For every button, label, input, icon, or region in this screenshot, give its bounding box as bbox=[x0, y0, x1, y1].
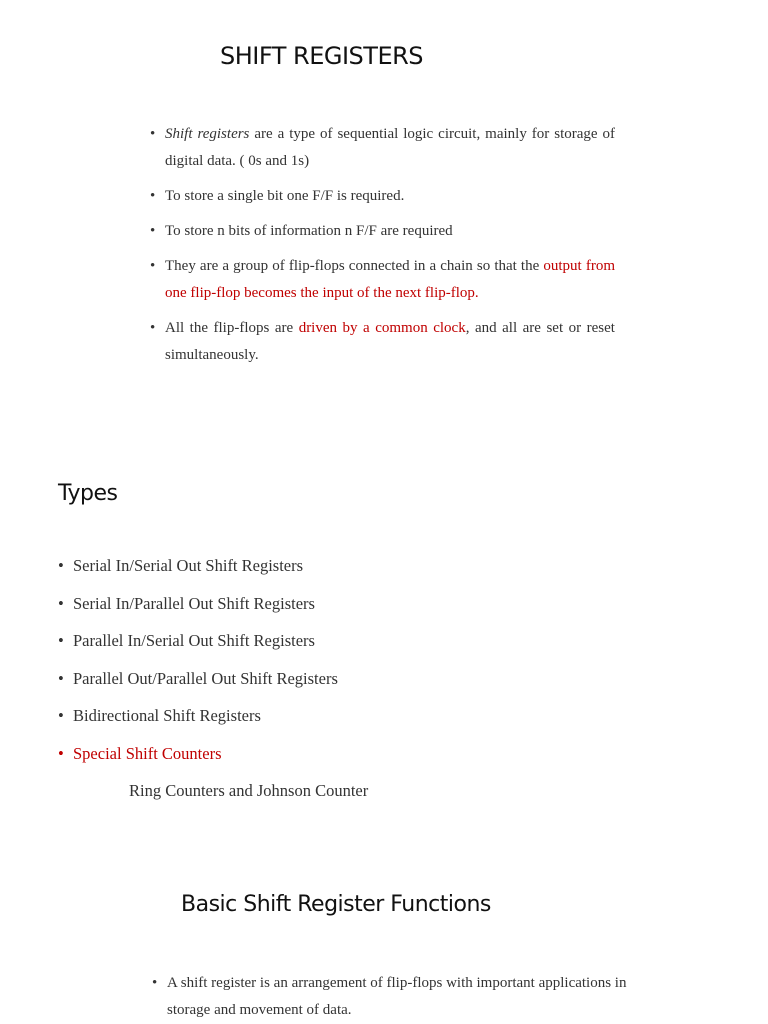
bullet-n-bits bbox=[165, 218, 615, 245]
bullet-text-end: , and all are set or reset simultaneously. bbox=[165, 320, 615, 363]
bullet-text: They are a group of flip-flops connected in a chain so that the bbox=[165, 258, 544, 274]
bullet-definition bbox=[165, 121, 615, 175]
highlight-common-clock: driven by a common clock bbox=[298, 320, 466, 336]
type-item: • Parallel In/Serial Out Shift Registers bbox=[73, 630, 473, 652]
function-bullet: • A shift register is an arrangement of flip-flops with important applications in storage and movement of data. bbox=[167, 970, 657, 1024]
highlight-output-input: output from one flip-flop becomes the input of the next flip-flop bbox=[165, 258, 615, 301]
term-shift-registers: Shift registers bbox=[165, 126, 250, 142]
bullet-single-bit bbox=[165, 183, 615, 210]
bullet-text: are a type of sequential logic circuit, mainly for storage of digital data. ( 0s and 1s) bbox=[165, 126, 615, 169]
bullet-text: To store a single bit one F/F is required. bbox=[165, 188, 405, 204]
type-item-special: • Special Shift Counters bbox=[73, 743, 473, 765]
bullet-text-end: . bbox=[474, 285, 479, 301]
types-heading: Types bbox=[58, 481, 118, 506]
type-item: • Serial In/Parallel Out Shift Registers bbox=[73, 593, 473, 615]
bullet-chain bbox=[165, 253, 615, 307]
page-title: SHIFT REGISTERS bbox=[220, 42, 424, 70]
counters-sub-item: Ring Counters and Johnson Counter bbox=[129, 781, 369, 800]
bullet-text: All the flip-flops are bbox=[165, 320, 299, 336]
functions-heading: Basic Shift Register Functions bbox=[181, 892, 491, 917]
type-item: • Serial In/Serial Out Shift Registers bbox=[73, 555, 473, 577]
functions-list bbox=[167, 970, 657, 1024]
types-list bbox=[73, 555, 473, 781]
bullet-text: To store n bits of information n F/F are required bbox=[165, 223, 453, 239]
type-item: • Parallel Out/Parallel Out Shift Registers bbox=[73, 668, 473, 690]
type-item: • Bidirectional Shift Registers bbox=[73, 705, 473, 727]
bullet-common-clock bbox=[165, 315, 615, 369]
shift-register-definition-list bbox=[165, 121, 615, 377]
